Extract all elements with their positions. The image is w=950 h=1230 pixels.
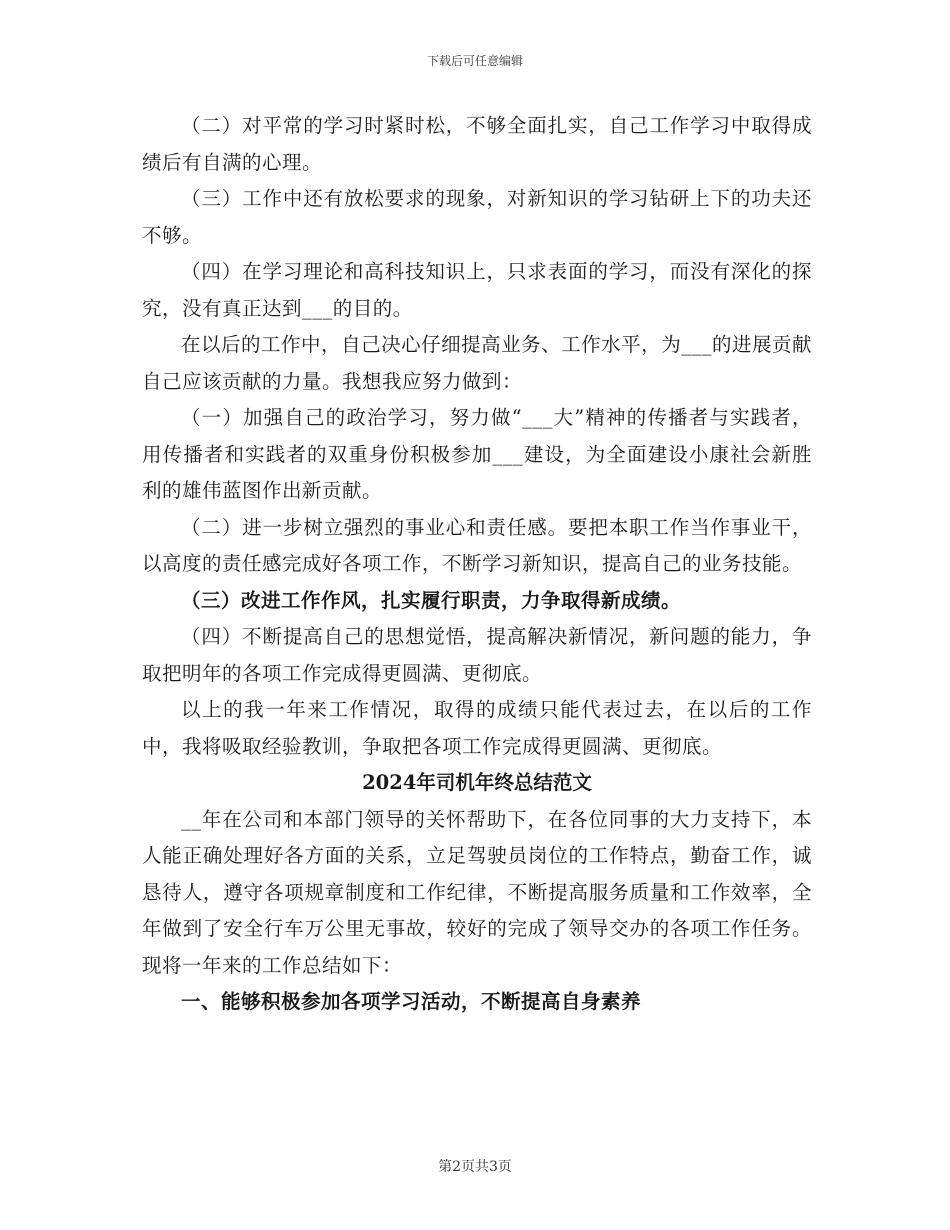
section-title: 2024年司机年终总结范文 bbox=[362, 771, 592, 794]
paragraph: （四）在学习理论和高科技知识上，只求表面的学习，而没有深化的探究，没有真正达到___的目的。 bbox=[142, 260, 812, 320]
page-header: 下载后可任意编辑 bbox=[426, 54, 523, 68]
paragraph: （四）不断提高自己的思想觉悟，提高解决新情况，新问题的能力，争取把明年的各项工作完成得更圆满、更彻底。 bbox=[142, 625, 812, 685]
paragraph: （二）进一步树立强烈的事业心和责任感。要把本职工作当作事业干，以高度的责任感完成好各项工作，不断学习新知识，提高自己的业务技能。 bbox=[142, 515, 812, 575]
paragraph-emphasis: （三）改进工作作风，扎实履行职责，力争取得新成绩。 bbox=[181, 588, 682, 612]
paragraph: （一）加强自己的政治学习，努力做“___大”精神的传播者与实践者，用传播者和实践者的双重身份积极参加___建设，为全面建设小康社会新胜利的雄伟蓝图作出新贡献。 bbox=[142, 406, 812, 502]
paragraph: 在以后的工作中，自己决心仔细提高业务、工作水平，为___的进展贡献自己应该贡献的力量。我想我应努力做到： bbox=[142, 333, 812, 393]
page-footer: 第2页共3页 bbox=[438, 1159, 512, 1175]
paragraph: __年在公司和本部门领导的关怀帮助下，在各位同事的大力支持下，本人能正确处理好各方面的关系，立足驾驶员岗位的工作特点，勤奋工作，诚恳待人，遵守各项规章制度和工作纪律，不断提高服务质量和工作效率，全年做到了安全行车万公里无事故，较好的完成了领导交办的各项工作任务。现将一年来的工作总结如下： bbox=[142, 807, 812, 977]
paragraph: 以上的我一年来工作情况，取得的成绩只能代表过去，在以后的工作中，我将吸取经验教训，争取把各项工作完成得更圆满、更彻底。 bbox=[142, 698, 812, 758]
paragraph: （三）工作中还有放松要求的现象，对新知识的学习钻研上下的功夫还不够。 bbox=[142, 187, 812, 247]
paragraph: （二）对平常的学习时紧时松，不够全面扎实，自己工作学习中取得成绩后有自满的心理。 bbox=[142, 114, 812, 174]
document-body bbox=[142, 108, 812, 1021]
section-heading: 一、能够积极参加各项学习活动，不断提高自身素养 bbox=[181, 990, 642, 1013]
